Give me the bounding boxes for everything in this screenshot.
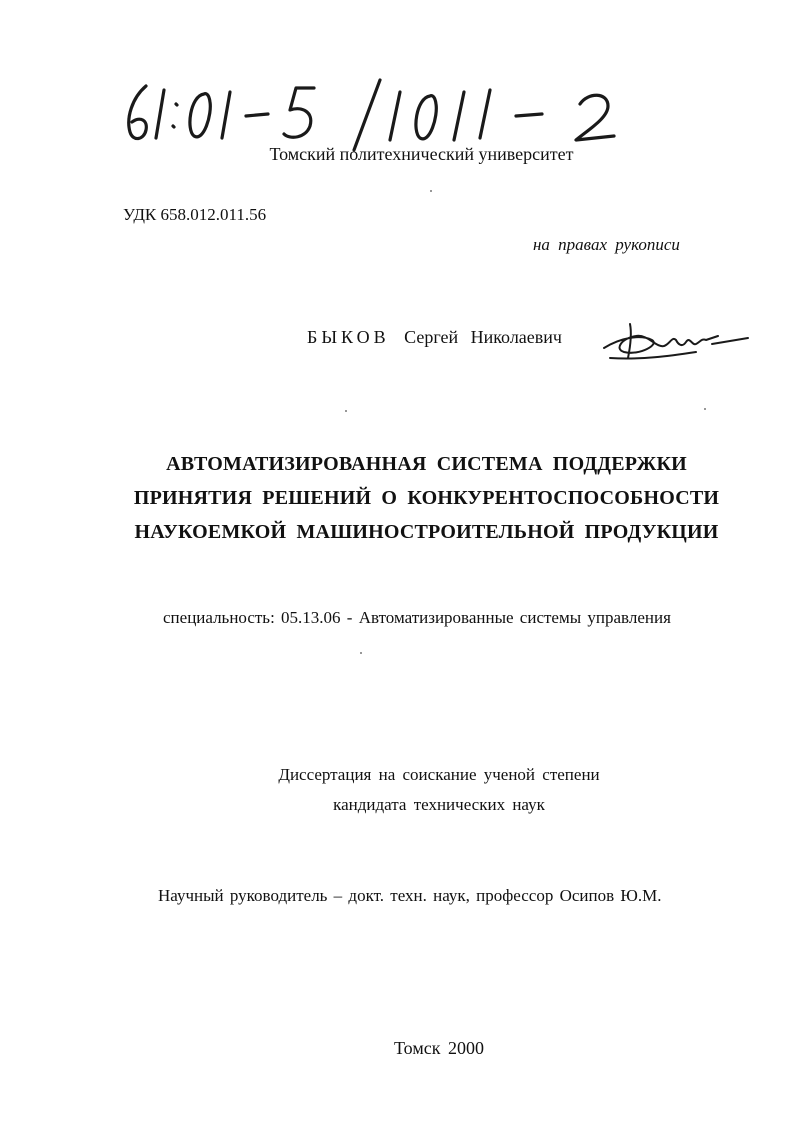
signature-drawing <box>600 318 750 368</box>
author-given-names: Сергей Николаевич <box>404 327 562 347</box>
dissertation-title <box>0 447 793 549</box>
manuscript-note: на правах рукописи <box>533 235 680 254</box>
scan-speck <box>430 190 432 192</box>
scientific-supervisor: Научный руководитель – докт. техн. наук, профессор Осипов Ю.М. <box>158 886 662 905</box>
university-name: Томский политехнический университет <box>269 144 574 164</box>
city-and-year: Томск 2000 <box>394 1038 484 1058</box>
specialty-line: специальность: 05.13.06 - Автоматизированные системы управления <box>163 608 671 627</box>
title-line-3: НАУКОЕМКОЙ МАШИНОСТРОИТЕЛЬНОЙ ПРОДУКЦИИ <box>134 521 719 543</box>
handwritten-code-drawing <box>118 74 638 154</box>
handwritten-archive-code <box>118 74 638 154</box>
udk-code: УДК 658.012.011.56 <box>123 205 267 224</box>
degree-statement-line-1: Диссертация на соискание ученой степени <box>278 765 600 784</box>
author-signature <box>600 318 750 368</box>
title-line-1: АВТОМАТИЗИРОВАННАЯ СИСТЕМА ПОДДЕРЖКИ <box>166 453 687 475</box>
scan-speck <box>345 410 347 412</box>
scan-speck <box>704 408 706 410</box>
degree-statement-line-2: кандидата технических наук <box>333 795 545 814</box>
title-line-2: ПРИНЯТИЯ РЕШЕНИЙ О КОНКУРЕНТОСПОСОБНОСТИ <box>133 487 720 509</box>
scan-speck <box>360 652 362 654</box>
author-surname: БЫКОВ <box>307 327 390 347</box>
author-name <box>307 327 562 348</box>
degree-statement <box>0 760 793 820</box>
